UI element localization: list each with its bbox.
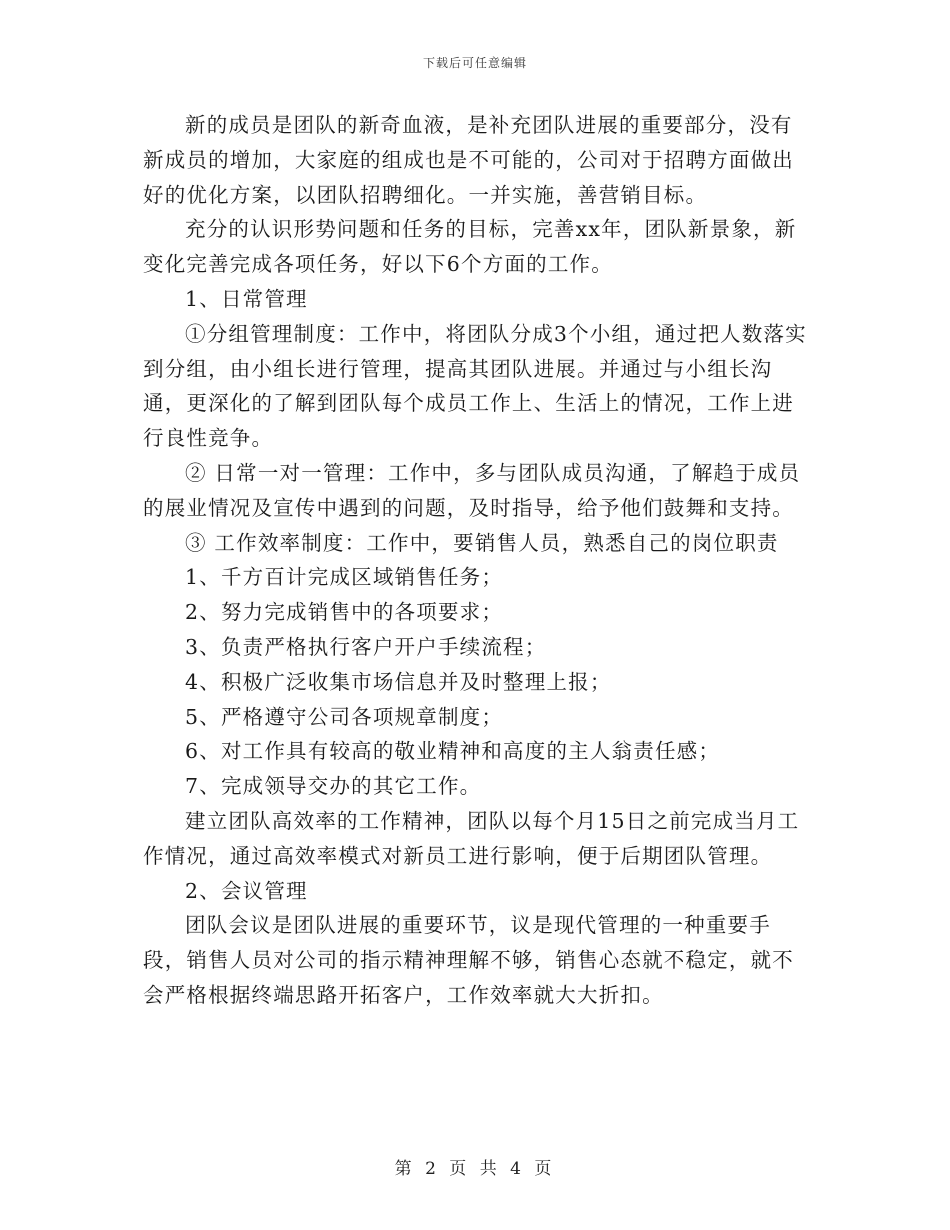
list-item: 5、严格遵守公司各项规章制度； (185, 704, 504, 729)
page-number-footer: 第 2 页 共 4 页 (394, 1159, 556, 1179)
list-item: 4、积极广泛收集市场信息并及时整理上报； (185, 669, 612, 694)
page-header-note: 下载后可任意编辑 (422, 56, 527, 70)
paragraph-group-management: ①分组管理制度：工作中，将团队分成3个小组，通过把人数落实到分组，由小组长进行管理，提高其团队进展。并通过与小组长沟通，更深化的了解到团队每个成员工作上、生活上的情况，工作上进行良性竞争。 (143, 321, 807, 451)
paragraph-goals: 充分的认识形势问题和任务的目标，完善xx年，团队新景象，新变化完善完成各项任务，好以下6个方面的工作。 (143, 217, 797, 277)
document-body (143, 108, 809, 1013)
list-item: 1、千方百计完成区域销售任务； (185, 565, 504, 590)
list-item: 2、努力完成销售中的各项要求； (185, 600, 504, 625)
paragraph-meetings: 团队会议是团队进展的重要环节，议是现代管理的一种重要手段，销售人员对公司的指示精神理解不够，销售心态就不稳定，就不会严格根据终端思路开拓客户，工作效率就大大折扣。 (143, 913, 794, 1007)
paragraph-one-on-one: ② 日常一对一管理：工作中，多与团队成员沟通，了解趋于成员的展业情况及宣传中遇到的问题，及时指导，给予他们鼓舞和支持。 (143, 460, 801, 520)
list-item: 3、负责严格执行客户开户手续流程； (185, 634, 547, 659)
heading-meeting-management: 2、会议管理 (185, 878, 308, 903)
list-item: 7、完成领导交办的其它工作。 (185, 774, 482, 799)
paragraph-new-members: 新的成员是团队的新奇血液，是补充团队进展的重要部分，没有新成员的增加，大家庭的组成也是不可能的，公司对于招聘方面做出好的优化方案，以团队招聘细化。一并实施，善营销目标。 (143, 113, 794, 207)
paragraph-team-spirit: 建立团队高效率的工作精神，团队以每个月15日之前完成当月工作情况，通过高效率模式对新员工进行影响，便于后期团队管理。 (143, 808, 800, 868)
list-item: 6、对工作具有较高的敬业精神和高度的主人翁责任感； (185, 739, 721, 764)
heading-daily-management: 1、日常管理 (185, 286, 308, 311)
paragraph-efficiency-system: ③ 工作效率制度：工作中，要销售人员，熟悉自己的岗位职责 (185, 530, 779, 555)
